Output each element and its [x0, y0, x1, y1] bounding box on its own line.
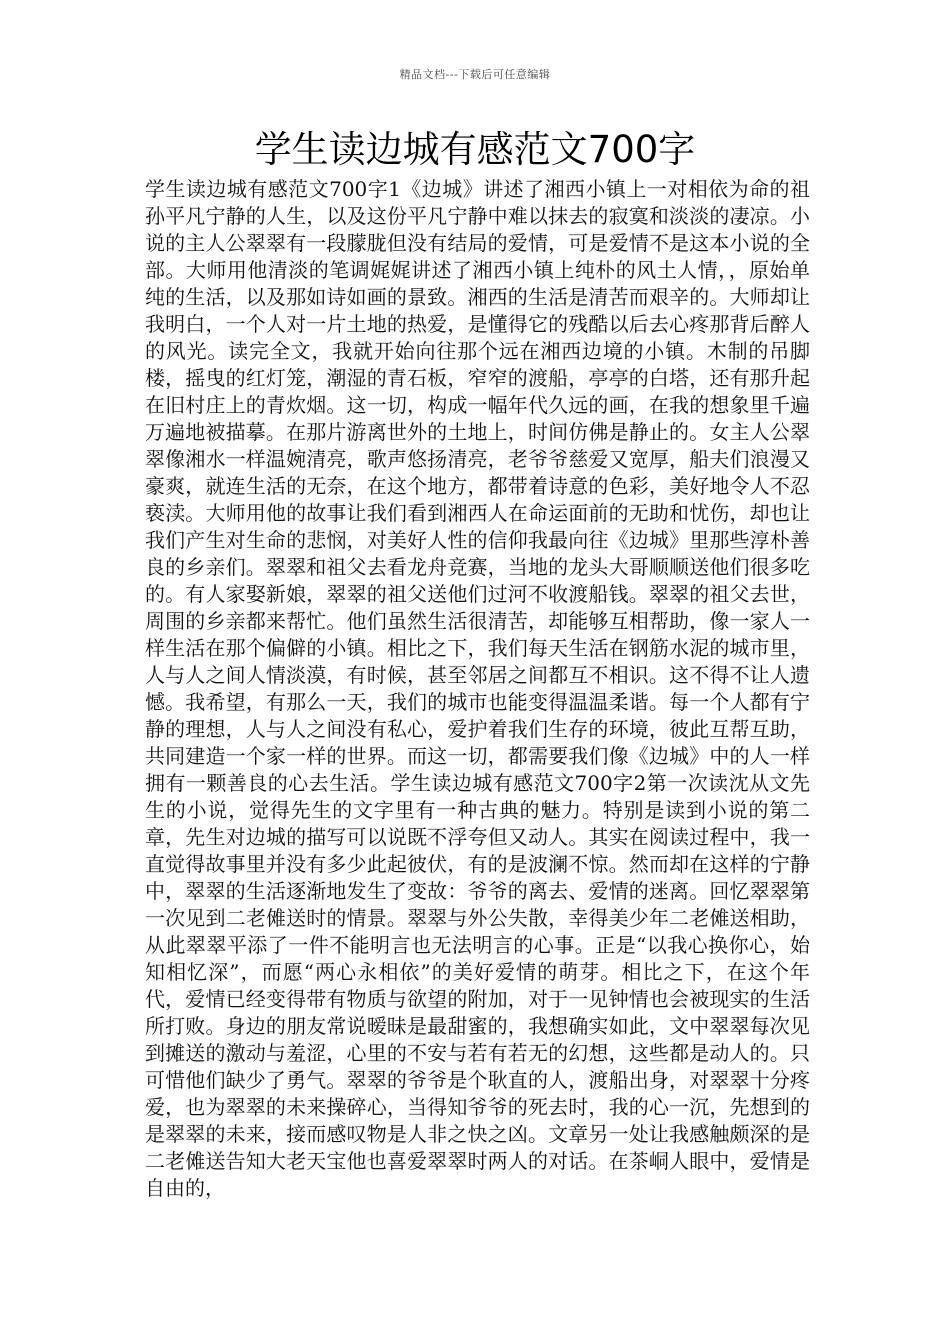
page-title: 学生读边城有感范文700字	[254, 128, 696, 171]
body-paragraph: 学生读边城有感范文700字1《边城》讲述了湘西小镇上一对相依为命的祖孙平凡宁静的人生，以及这份平凡宁静中难以抹去的寂寞和淡淡的凄凉。小说的主人公翠翠有一段朦胧但没有结局的爱情，可是爱情不是这本小说的全部。大师用他清淡的笔调娓娓讲述了湘西小镇上纯朴的风土人情，，原始单纯的生活，以及那如诗如画的景致。湘西的生活是清苦而艰辛的。大师却让我明白，一个人对一片土地的热爱，是懂得它的残酷以后去心疼那背后醉人的风光。读完全文，我就开始向往那个远在湘西边境的小镇。木制的吊脚楼，摇曳的红灯笼，潮湿的青石板，窄窄的渡船，亭亭的白塔，还有那升起在旧村庄上的青炊烟。这一切，构成一幅年代久远的画，在我的想象里千遍万遍地被描摹。在那片游离世外的土地上，时间仿佛是静止的。女主人公翠翠像湘水一样温婉清亮，歌声悠扬清亮，老爷爷慈爱又宽厚，船夫们浪漫又豪爽，就连生活的无奈，在这个地方，都带着诗意的色彩，美好地令人不忍亵渎。大师用他的故事让我们看到湘西人在命运面前的无助和忧伤，却也让我们产生对生命的悲悯，对美好人性的信仰我最向往《边城》里那些淳朴善良的乡亲们。翠翠和祖父去看龙舟竞赛，当地的龙头大哥顺顺送他们很多吃的。有人家娶新娘，翠翠的祖父送他们过河不收渡船钱。翠翠的祖父去世，周围的乡亲都来帮忙。他们虽然生活很清苦，却能够互相帮助，像一家人一样生活在那个偏僻的小镇。相比之下，我们每天生活在钢筋水泥的城市里，人与人之间人情淡漠，有时候，甚至邻居之间都互不相识。这不得不让人遗憾。我希望，有那么一天，我们的城市也能变得温温柔谐。每一个人都有宁静的理想，人与人之间没有私心，爱护着我们生存的环境，彼此互帮互助，共同建造一个家一样的世界。而这一切，都需要我们像《边城》中的人一样拥有一颗善良的心去生活。学生读边城有感范文700字2第一次读沈从文先生的小说，觉得先生的文字里有一种古典的魅力。特别是读到小说的第二章，先生对边城的描写可以说既不浮夸但又动人。其实在阅读过程中，我一直觉得故事里并没有多少此起彼伏，有的是波澜不惊。然而却在这样的宁静中，翠翠的生活逐渐地发生了变故：爷爷的离去、爱情的迷离。回忆翠翠第一次见到二老傩送时的情景。翠翠与外公失散，幸得美少年二老傩送相助，从此翠翠平添了一件不能明言也无法明言的心事。正是“以我心换你心，始知相忆深”，而愿“两心永相依”的美好爱情的萌芽。相比之下，在这个年代，爱情已经变得带有物质与欲望的附加，对于一见钟情也会被现实的生活所打败。身边的朋友常说暧昧是最甜蜜的，我想确实如此，文中翠翠每次见到摊送的激动与羞涩，心里的不安与若有若无的幻想，这些都是动人的。只可惜他们缺少了勇气。翠翠的爷爷是个耿直的人，渡船出身，对翠翠十分疼爱，也为翠翠的未来操碎心，当得知爷爷的死去时，我的心一沉，先想到的是翠翠的未来，接而感叹物是人非之快之凶。文章另一处让我感触颇深的是二老傩送告知大老天宝他也喜爱翠翠时两人的对话。在茶峒人眼中，爱情是自由的，	[145, 177, 810, 1200]
header-note: 精品文档---下载后可任意编辑	[399, 68, 551, 81]
